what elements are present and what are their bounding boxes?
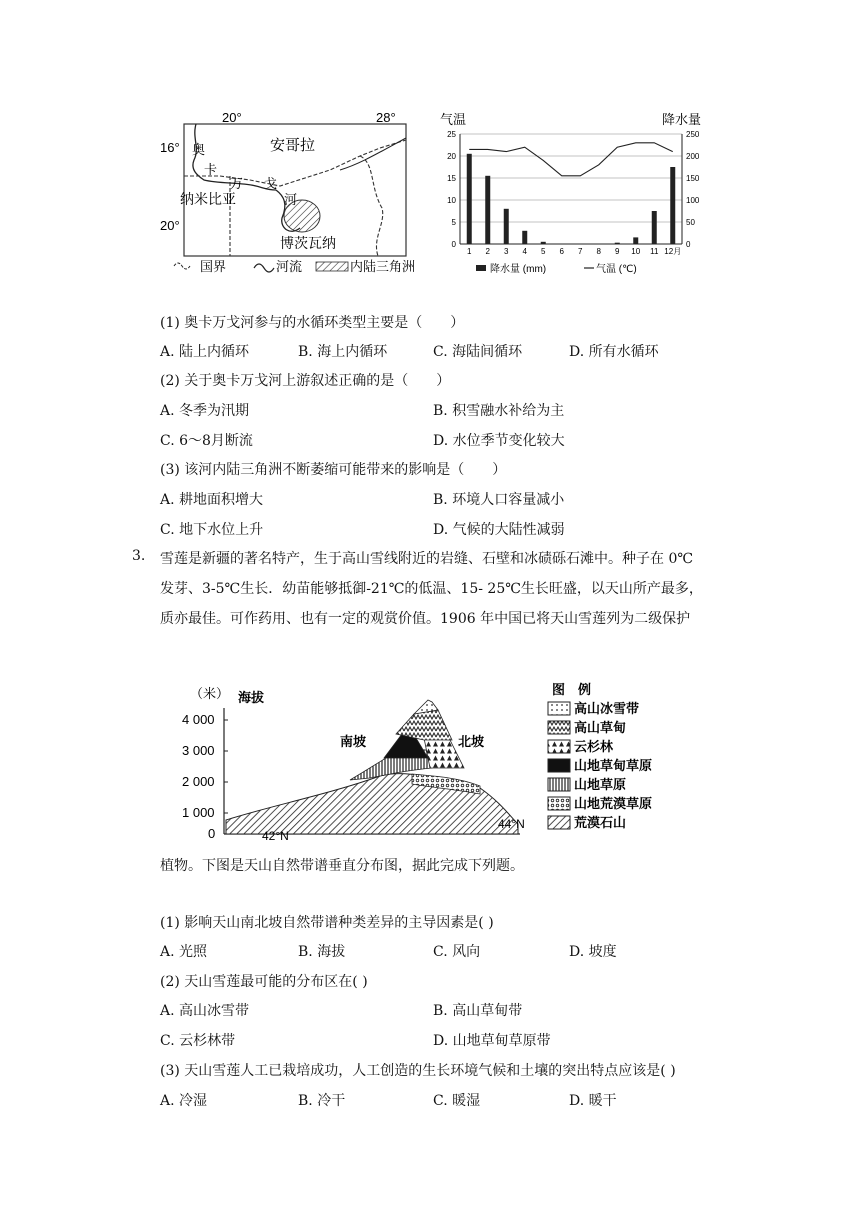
q3-sub3-opt-d[interactable]: D. 暖干 — [569, 1093, 617, 1109]
precip-bar — [670, 167, 675, 244]
legend-river-icon — [254, 264, 274, 272]
month-tick-label: 8 — [596, 247, 601, 256]
tianshan-profile-figure — [180, 678, 690, 842]
country-botswana: 博茨瓦纳 — [280, 235, 336, 251]
right-tick-label: 100 — [686, 196, 700, 205]
q3-sub3-opt-a[interactable]: A. 冷湿 — [160, 1093, 208, 1109]
q3-number: 3. — [132, 548, 146, 564]
precip-bar — [541, 242, 546, 244]
country-namibia: 纳米比亚 — [180, 191, 236, 207]
left-tick-label: 10 — [447, 196, 456, 205]
profile-unit: （米） — [190, 686, 230, 701]
precip-bar — [652, 211, 657, 244]
month-tick-label: 6 — [559, 247, 564, 256]
lon-right-label: 28° — [376, 110, 396, 125]
right-tick-label: 0 — [686, 240, 691, 249]
profile-ytick-3000: 3 000 — [182, 743, 215, 758]
legend-temp-label: 气温 (℃) — [596, 264, 637, 275]
month-tick-label: 11 — [650, 247, 659, 256]
q3-sub2-opt-d[interactable]: D. 山地草甸草原带 — [433, 1033, 551, 1049]
label-south-slope: 南坡 — [340, 734, 367, 749]
legend-swatch-forest — [548, 740, 570, 753]
q2-sub3-opt-a[interactable]: A. 耕地面积增大 — [160, 492, 264, 508]
q2-sub2-opt-a[interactable]: A. 冬季为汛期 — [160, 403, 250, 419]
month-tick-label: 3 — [504, 247, 509, 256]
left-tick-label: 0 — [451, 240, 456, 249]
q2-sub1-opt-d[interactable]: D. 所有水循环 — [569, 344, 659, 360]
month-tick-label: 4 — [522, 247, 527, 256]
legend-label-desert: 荒漠石山 — [574, 815, 627, 830]
precip-bar — [485, 176, 490, 244]
legend-label-desert-steppe: 山地荒漠草原 — [574, 796, 653, 811]
precip-bar — [467, 154, 472, 244]
legend-swatch-meadow — [548, 721, 570, 734]
q3-sub3-opt-b[interactable]: B. 冷干 — [298, 1093, 346, 1109]
legend-swatch-steppe — [548, 778, 570, 791]
right-tick-label: 50 — [686, 218, 695, 227]
profile-axis-title: 海拔 — [238, 690, 265, 705]
q3-line-4: 植物。下图是天山自然带谱垂直分布图，据此完成下列题。 — [160, 858, 524, 874]
legend-swatch-desert — [548, 816, 570, 829]
q3-sub3-stem: (3) 天山雪莲人工已栽培成功，人工创造的生长环境气候和土壤的突出特点应该是( ) — [160, 1063, 676, 1079]
q2-sub3-stem: (3) 该河内陆三角洲不断萎缩可能带来的影响是（ ） — [160, 462, 507, 478]
legend-label-meadow: 高山草甸 — [574, 720, 627, 735]
right-tick-label: 200 — [686, 152, 700, 161]
left-tick-label: 15 — [447, 174, 456, 183]
legend-river-label: 河流 — [276, 259, 303, 274]
q3-sub1-opt-c[interactable]: C. 风向 — [433, 944, 481, 960]
lat-bottom-label: 20° — [160, 218, 180, 233]
legend-delta-icon — [316, 262, 348, 271]
legend-label-snow: 高山冰雪带 — [574, 701, 640, 716]
month-tick-label: 2 — [485, 247, 490, 256]
q3-line-1: 雪莲是新疆的著名特产，生于高山雪线附近的岩缝、石壁和冰碛砾石滩中。种子在 0℃ — [160, 551, 694, 567]
q3-sub2-opt-a[interactable]: A. 高山冰雪带 — [160, 1003, 250, 1019]
legend-delta-label: 内陆三角洲 — [350, 259, 416, 274]
left-axis-title: 气温 — [440, 112, 467, 127]
country-angola: 安哥拉 — [270, 137, 316, 154]
q2-sub3-opt-b[interactable]: B. 环境人口容量减小 — [433, 492, 565, 508]
legend-border-icon — [174, 263, 190, 269]
river-char-3: 万 — [230, 176, 244, 191]
q3-sub1-opt-b[interactable]: B. 海拔 — [298, 944, 346, 960]
river-char-4: 戈 — [264, 176, 278, 191]
profile-ytick-2000: 2 000 — [182, 774, 215, 789]
label-north-slope: 北坡 — [458, 734, 485, 749]
river-char-2: 卡 — [204, 162, 218, 177]
q2-sub3-opt-c[interactable]: C. 地下水位上升 — [160, 522, 264, 538]
q3-line-3: 质亦最佳。可作药用、也有一定的观赏价值。1906 年中国已将天山雪莲列为二级保护 — [160, 611, 691, 627]
q2-sub1-stem: (1) 奥卡万戈河参与的水循环类型主要是（ ） — [160, 315, 465, 331]
legend-swatch-snow — [548, 702, 570, 715]
lat-top-label: 16° — [160, 140, 180, 155]
profile-ytick-1000: 1 000 — [182, 805, 215, 820]
lon-left-label: 20° — [222, 110, 242, 125]
profile-xtick-42n: 42°N — [262, 829, 289, 842]
q2-sub2-opt-b[interactable]: B. 积雪融水补给为主 — [433, 403, 565, 419]
profile-legend-title: 图 例 — [552, 682, 592, 697]
q2-sub2-stem: (2) 关于奥卡万戈河上游叙述正确的是（ ） — [160, 373, 451, 389]
month-tick-label: 7 — [578, 247, 583, 256]
legend-swatch-desert-steppe — [548, 797, 570, 810]
q2-sub1-opt-b[interactable]: B. 海上内循环 — [298, 344, 388, 360]
q3-sub2-stem: (2) 天山雪莲最可能的分布区在( ) — [160, 974, 368, 990]
profile-xtick-44n: 44°N — [498, 817, 525, 831]
q2-sub2-opt-d[interactable]: D. 水位季节变化较大 — [433, 433, 565, 449]
legend-label-meadow-steppe: 山地草甸草原 — [574, 758, 653, 773]
zone-desert-rock — [226, 774, 518, 834]
legend-precip-swatch — [476, 265, 486, 271]
zone-alpine-meadow — [396, 710, 452, 740]
legend-precip-label: 降水量 (mm) — [490, 264, 547, 275]
q3-sub3-opt-c[interactable]: C. 暖湿 — [433, 1093, 481, 1109]
profile-ytick-0: 0 — [208, 826, 216, 841]
right-axis-title: 降水量 — [662, 112, 702, 127]
q2-sub1-opt-a[interactable]: A. 陆上内循环 — [160, 344, 250, 360]
legend-label-forest: 云杉林 — [574, 739, 614, 754]
q3-sub1-opt-d[interactable]: D. 坡度 — [569, 944, 617, 960]
q3-sub1-stem: (1) 影响天山南北坡自然带谱种类差异的主导因素是( ) — [160, 915, 494, 931]
river-char-1: 奥 — [192, 142, 206, 157]
legend-border-label: 国界 — [200, 259, 227, 274]
river-char-5: 河 — [284, 192, 298, 207]
q3-sub1-opt-a[interactable]: A. 光照 — [160, 944, 208, 960]
month-tick-label: 10 — [631, 247, 641, 256]
legend-swatch-meadow-steppe — [548, 759, 570, 772]
month-tick-label: 5 — [541, 247, 546, 256]
climate-chart-svg — [436, 108, 716, 280]
precip-bar — [522, 231, 527, 244]
left-tick-label: 20 — [447, 152, 456, 161]
map-svg — [160, 108, 460, 280]
tianshan-profile-svg — [180, 678, 690, 842]
profile-ytick-4000: 4 000 — [182, 712, 215, 727]
left-tick-label: 25 — [447, 130, 456, 139]
q3-sub2-opt-c[interactable]: C. 云杉林带 — [160, 1033, 236, 1049]
okavango-map — [160, 108, 460, 280]
month-tick-label: 12月 — [664, 247, 682, 256]
climate-chart — [436, 108, 716, 280]
right-tick-label: 250 — [686, 130, 700, 139]
q2-sub1-opt-c[interactable]: C. 海陆间循环 — [433, 344, 523, 360]
precip-bar — [615, 243, 620, 244]
left-tick-label: 5 — [451, 218, 456, 227]
q2-sub3-opt-d[interactable]: D. 气候的大陆性减弱 — [433, 522, 565, 538]
right-tick-label: 150 — [686, 174, 700, 183]
q3-sub2-opt-b[interactable]: B. 高山草甸带 — [433, 1003, 523, 1019]
precip-bar — [504, 209, 509, 244]
legend-label-steppe: 山地草原 — [574, 777, 627, 792]
month-tick-label: 1 — [467, 247, 472, 256]
q3-line-2: 发芽、3-5℃生长．幼苗能够抵御-21℃的低温、15- 25℃生长旺盛，以天山所产最多， — [160, 581, 703, 597]
month-tick-label: 9 — [615, 247, 620, 256]
q2-sub2-opt-c[interactable]: C. 6～8月断流 — [160, 433, 253, 449]
precip-bar — [633, 237, 638, 244]
temperature-line — [469, 143, 673, 176]
